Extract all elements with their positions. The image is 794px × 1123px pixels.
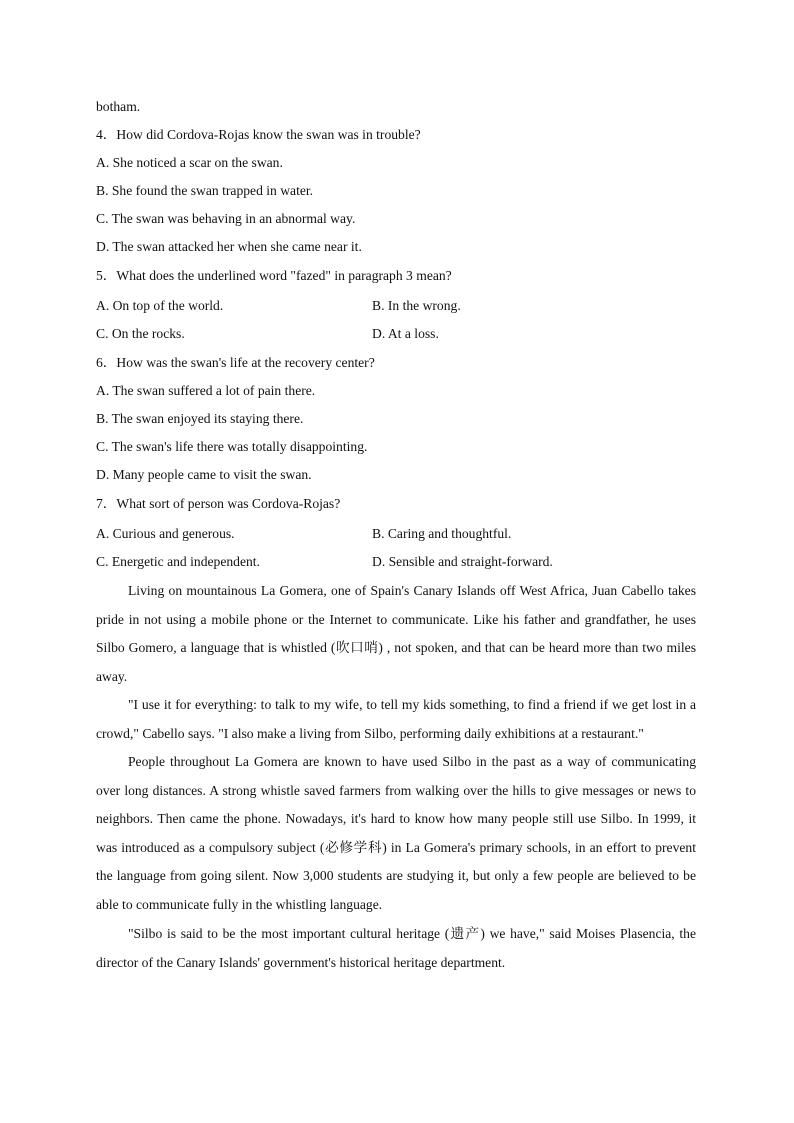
option-a: A. On top of the world. bbox=[96, 298, 224, 313]
option-d: D. At a loss. bbox=[372, 326, 439, 341]
question-stem: 4．How did Cordova-Rojas know the swan was in trouble? bbox=[96, 127, 421, 142]
option-row bbox=[96, 548, 696, 576]
question-5 bbox=[96, 262, 696, 348]
passage-paragraph: People throughout La Gomera are known to have used Silbo in the past as a way of communicating over long distances. A strong whistle saved farmers from walking over the hills to give messages or news to neighbors. Then came the phone. Nowadays, it's hard to know how many people still use Silbo. In 1999, it was introduced as a compulsory subject (必修学科) in La Gomera's primary schools, in an effort to prevent the language from going silent. Now 3,000 students are studying it, but only a few people are believed to be able to communicate fully in the whistling language. bbox=[96, 754, 696, 912]
option-c: C. The swan was behaving in an abnormal way. bbox=[96, 211, 356, 226]
option-b: B. Caring and thoughtful. bbox=[372, 526, 512, 541]
option-c: C. The swan's life there was totally disappointing. bbox=[96, 439, 368, 454]
option-d: D. Sensible and straight-forward. bbox=[372, 554, 553, 569]
option-d: D. The swan attacked her when she came near it. bbox=[96, 239, 362, 254]
passage-paragraph: "I use it for everything: to talk to my wife, to tell my kids something, to find a friend if we get lost in a crowd," Cabello says. "I also make a living from Silbo, performing daily exhibitions at a restaurant." bbox=[96, 697, 696, 741]
question-stem: 6．How was the swan's life at the recovery center? bbox=[96, 355, 375, 370]
option-d: D. Many people came to visit the swan. bbox=[96, 467, 312, 482]
option-b: B. The swan enjoyed its staying there. bbox=[96, 411, 304, 426]
question-4 bbox=[96, 121, 696, 261]
option-row bbox=[96, 520, 696, 548]
option-a: A. Curious and generous. bbox=[96, 526, 235, 541]
passage-paragraph: Living on mountainous La Gomera, one of Spain's Canary Islands off West Africa, Juan Cabello takes pride in not using a mobile phone or the Internet to communicate. Like his father and grandfather, he uses Silbo Gomero, a language that is whistled (吹口哨) , not spoken, and that can be heard more than two miles away. bbox=[96, 583, 696, 684]
option-b: B. She found the swan trapped in water. bbox=[96, 183, 314, 198]
option-row bbox=[96, 320, 696, 348]
option-a: A. The swan suffered a lot of pain there. bbox=[96, 383, 316, 398]
option-c: C. On the rocks. bbox=[96, 326, 185, 341]
reading-passage bbox=[96, 577, 696, 977]
passage-fragment: botham. bbox=[96, 99, 141, 114]
document-page bbox=[96, 93, 696, 977]
question-stem: 5．What does the underlined word "fazed" in paragraph 3 mean? bbox=[96, 268, 452, 283]
question-7 bbox=[96, 490, 696, 576]
option-b: B. In the wrong. bbox=[372, 298, 461, 313]
question-6 bbox=[96, 349, 696, 489]
option-a: A. She noticed a scar on the swan. bbox=[96, 155, 283, 170]
passage-paragraph: "Silbo is said to be the most important cultural heritage (遗产) we have," said Moises Plasencia, the director of the Canary Islands' government's historical heritage department. bbox=[96, 926, 696, 970]
option-c: C. Energetic and independent. bbox=[96, 554, 260, 569]
question-stem: 7．What sort of person was Cordova-Rojas? bbox=[96, 496, 341, 511]
option-row bbox=[96, 292, 696, 320]
